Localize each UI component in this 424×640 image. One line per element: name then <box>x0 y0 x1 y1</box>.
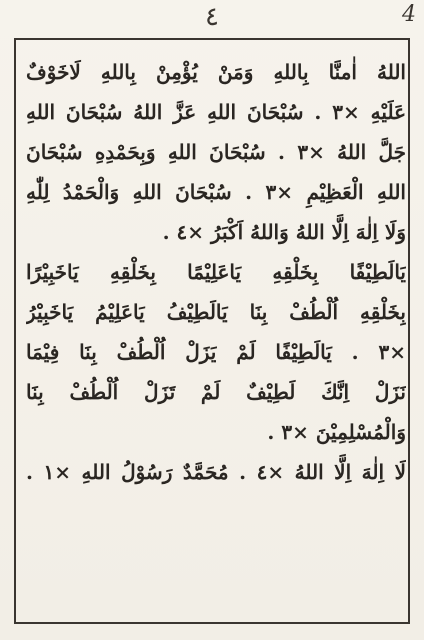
text-line-11: لَا اِلٰهَ اِلَّا اللهُ ×٤ . مُحَمَّدٌ رَسُوْلُ اللهِ ×١ . <box>26 460 406 484</box>
text-line-6: يَالَطِيْفًا بِخَلْقِهِ يَاعَلِيْمًا بِخَلْقِهِ يَاخَبِيْرًا <box>26 260 406 284</box>
text-line-5: وَلَا اِلٰهَ اِلَّا اللهُ وَاللهُ اَكْبَرُ ×٤ . <box>162 220 406 244</box>
arabic-text-block <box>26 52 406 492</box>
page-number: ٤ <box>205 2 219 32</box>
text-line-10: وَالْمُسْلِمِيْنَ ×٣ . <box>267 420 406 444</box>
text-line-9: نَزَلْ اِنَّكَ لَطِيْفٌ لَمْ تَزَلْ اُلْطُفْ بِنَا <box>26 380 406 404</box>
text-line-2: عَلَيْهِ ×٣ . سُبْحَانَ اللهِ عَزَّ اللهُ سُبْحَانَ اللهِ <box>26 100 406 124</box>
handwritten-page-number: 4 <box>402 2 416 27</box>
text-line-8: ×٣ . يَالَطِيْفًا لَمْ يَزَلْ اُلْطُفْ بِنَا فِيْمَا <box>26 340 406 364</box>
text-line-1: اللهُ اٰمنَّا بِاللهِ وَمَنْ يُؤْمِنْ بِاللهِ لَاخَوْفٌ <box>26 60 406 84</box>
text-line-3: جَلَّ اللهُ ×٣ . سُبْحَانَ اللهِ وَبِحَمْدِهِ سُبْحَانَ <box>26 140 406 164</box>
text-line-7: بِخَلْقِهِ اُلْطُفْ بِنَا يَالَطِيْفُ يَاعَلِيْمُ يَاخَبِيْرُ <box>26 300 406 324</box>
text-line-4: اللهِ الْعَظِيْمِ ×٣ . سُبْحَانَ اللهِ وَالْحَمْدُ لِلّٰهِ <box>26 180 406 204</box>
